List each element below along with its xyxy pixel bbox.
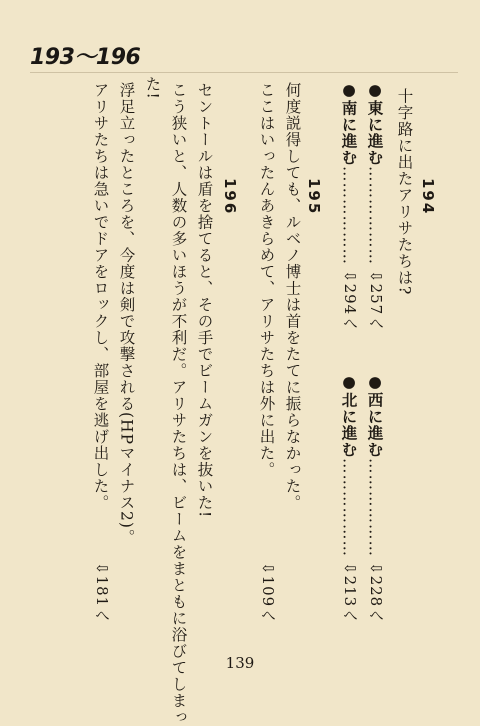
- choice-south-label: ●南に進む: [339, 80, 359, 166]
- choice-east: [366, 80, 383, 265]
- section-196-line-3: た!: [143, 76, 162, 100]
- choice-south: [340, 80, 357, 265]
- section-196-line-5: アリサたちは急いでドアをロックし、部屋を逃げ出した。: [91, 82, 110, 511]
- section-196-dest: ⇩181へ: [93, 562, 111, 624]
- section-196-number: 196: [221, 178, 239, 216]
- choice-north: [340, 372, 357, 557]
- header-divider: [30, 72, 458, 73]
- page-number: 139: [225, 654, 255, 672]
- choice-west-label: ●西に進む: [365, 372, 385, 458]
- choice-north-leader: ………………: [339, 458, 358, 557]
- section-194-question: 十字路に出たアリサたちは?: [395, 88, 414, 296]
- section-195-dest: ⇩109へ: [259, 562, 277, 624]
- section-194-number: 194: [419, 178, 437, 216]
- choice-east-leader: ………………: [365, 166, 384, 265]
- choice-south-dest: ⇩294へ: [341, 270, 359, 332]
- page-header-range: 193〜196: [30, 45, 141, 70]
- choice-west: [366, 372, 383, 557]
- section-196-line-2: こう狭いと、人数の多いほうが不利だ。アリサたちは、ビームをまともに浴びてしまっ: [169, 82, 188, 726]
- choice-south-leader: ………………: [339, 166, 358, 265]
- choice-north-label: ●北に進む: [339, 372, 359, 458]
- section-196-line-1: セントールは盾を捨てると、その手でビームガンを抜いた!: [195, 82, 214, 519]
- choice-east-dest: ⇩257へ: [367, 270, 385, 332]
- section-195-line-2: ここはいったんあきらめて、アリサたちは外に出た。: [257, 82, 276, 478]
- section-196-line-4: 浮足立ったところを、今度は剣で攻撃される(HPマイナス2)。: [117, 82, 136, 546]
- section-195-number: 195: [305, 178, 323, 216]
- choice-west-leader: ………………: [365, 458, 384, 557]
- choice-north-dest: ⇩213へ: [341, 562, 359, 624]
- section-195-line-1: 何度説得しても、ルベノ博士は首をたてに振らなかった。: [283, 82, 302, 511]
- choice-west-dest: ⇩228へ: [367, 562, 385, 624]
- choice-east-label: ●東に進む: [365, 80, 385, 166]
